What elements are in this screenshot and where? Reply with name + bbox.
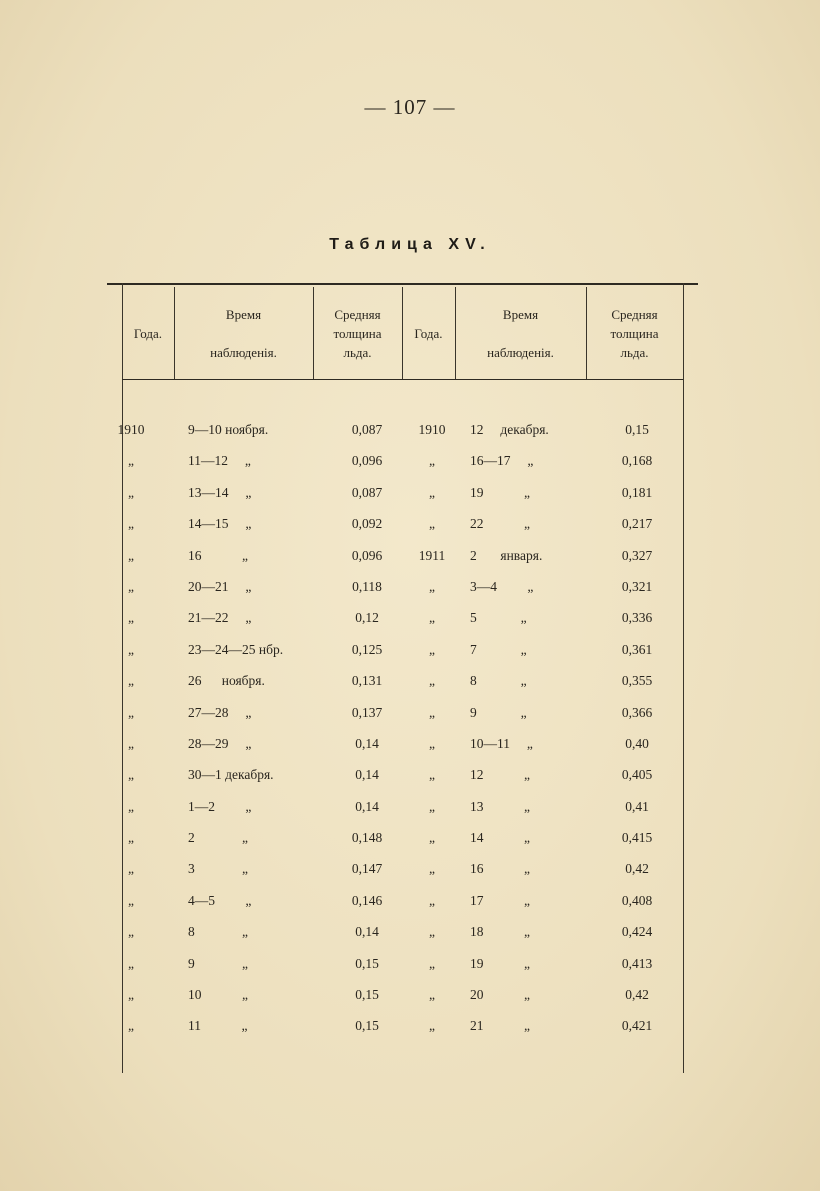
header-time-2: Время наблюденія. (487, 306, 554, 360)
table-row (0, 830, 820, 861)
year-cell: „ (429, 767, 435, 783)
thickness-cell: 0,15 (355, 987, 379, 1003)
time-cell: 27—28 „ (188, 704, 252, 720)
time-cell: 10—11 „ (470, 735, 533, 751)
time-cell: 11—12 „ (188, 453, 251, 469)
table-top-rule (107, 283, 698, 285)
time-cell: 12 „ (470, 767, 530, 783)
year-cell: 1910 (117, 422, 145, 437)
time-cell: 23—24—25 нбр. (188, 641, 284, 657)
time-cell: 2 „ (188, 830, 248, 846)
table-row (0, 1018, 820, 1049)
year-cell: 1910 (418, 422, 446, 437)
table-row (0, 924, 820, 955)
table-row (0, 422, 820, 453)
time-cell: 8 „ (188, 924, 248, 940)
thickness-cell: 0,137 (351, 704, 383, 720)
thickness-cell: 0,421 (621, 1018, 653, 1034)
table-row (0, 799, 820, 830)
time-cell: 9 „ (470, 704, 527, 720)
year-cell: „ (429, 516, 435, 532)
time-cell: 28—29 „ (188, 735, 252, 751)
year-cell: „ (429, 735, 435, 751)
thickness-cell: 0,118 (352, 578, 382, 594)
thickness-cell: 0,40 (625, 735, 649, 751)
time-cell: 30—1 декабря. (188, 767, 274, 783)
thickness-cell: 0,15 (355, 955, 379, 971)
year-cell: „ (128, 798, 134, 814)
year-cell: „ (128, 516, 134, 532)
thickness-cell: 0,096 (351, 453, 383, 469)
thickness-cell: 0,146 (351, 892, 383, 908)
table-row (0, 767, 820, 798)
time-cell: 26 ноября. (188, 673, 265, 689)
table-row (0, 736, 820, 767)
year-cell: „ (128, 830, 134, 846)
year-cell: 1911 (418, 547, 446, 563)
thickness-cell: 0,217 (621, 516, 653, 532)
time-cell: 14—15 „ (188, 516, 252, 532)
time-cell: 9 „ (188, 955, 248, 971)
time-cell: 18 „ (470, 924, 530, 940)
time-cell: 16 „ (470, 861, 530, 877)
year-cell: „ (128, 767, 134, 783)
thickness-cell: 0,168 (621, 453, 653, 469)
thickness-cell: 0,14 (355, 735, 379, 751)
time-cell: 7 „ (470, 641, 527, 657)
year-cell: „ (429, 830, 435, 846)
table-title: Таблица XV. (329, 236, 491, 253)
year-cell: „ (128, 641, 134, 657)
year-cell: „ (429, 453, 435, 469)
year-cell: „ (429, 987, 435, 1003)
thickness-cell: 0,361 (621, 641, 653, 657)
year-cell: „ (429, 955, 435, 971)
time-cell: 4—5 „ (188, 892, 252, 908)
thickness-cell: 0,41 (625, 798, 649, 814)
time-cell: 16 „ (188, 547, 248, 563)
year-cell: „ (128, 484, 134, 500)
table-row (0, 642, 820, 673)
thickness-cell: 0,408 (621, 892, 653, 908)
year-cell: „ (128, 892, 134, 908)
time-cell: 20—21 „ (188, 578, 252, 594)
year-cell: „ (429, 610, 435, 626)
thickness-cell: 0,092 (351, 516, 383, 532)
year-cell: „ (128, 1018, 134, 1034)
thickness-cell: 0,148 (351, 830, 383, 846)
thickness-cell: 0,321 (621, 578, 653, 594)
thickness-cell: 0,181 (621, 484, 653, 500)
year-cell: „ (429, 924, 435, 940)
table-row (0, 485, 820, 516)
header-time-1: Время наблюденія. (210, 306, 277, 360)
header-thickness-2: Средняя толщина льда. (610, 306, 659, 360)
thickness-cell: 0,14 (355, 924, 379, 940)
header-bottom-rule (122, 379, 683, 380)
table-row (0, 861, 820, 892)
thickness-cell: 0,42 (625, 861, 649, 877)
table-row (0, 610, 820, 641)
thickness-cell: 0,14 (355, 767, 379, 783)
thickness-cell: 0,424 (621, 924, 653, 940)
time-cell: 16—17 „ (470, 453, 534, 469)
year-cell: „ (128, 987, 134, 1003)
thickness-cell: 0,125 (351, 641, 383, 657)
thickness-cell: 0,405 (621, 767, 653, 783)
thickness-cell: 0,355 (621, 673, 653, 689)
table-row (0, 705, 820, 736)
year-cell: „ (128, 955, 134, 971)
thickness-cell: 0,12 (355, 610, 379, 626)
year-cell: „ (429, 484, 435, 500)
table-row (0, 453, 820, 484)
thickness-cell: 0,327 (621, 547, 653, 563)
time-cell: 21—22 „ (188, 610, 252, 626)
thickness-cell: 0,415 (621, 830, 653, 846)
thickness-cell: 0,336 (621, 610, 653, 626)
time-cell: 10 „ (188, 987, 248, 1003)
year-cell: „ (429, 861, 435, 877)
time-cell: 12 декабря. (470, 422, 549, 437)
table-row (0, 893, 820, 924)
time-cell: 11 „ (188, 1018, 248, 1034)
header-year-1: Года. (133, 325, 163, 341)
time-cell: 3 „ (188, 861, 248, 877)
table-row (0, 987, 820, 1018)
time-cell: 19 „ (470, 955, 530, 971)
year-cell: „ (128, 453, 134, 469)
header-thickness-1: Средняя толщина льда. (333, 306, 382, 360)
page-number: — 107 — (364, 95, 456, 119)
thickness-cell: 0,096 (351, 547, 383, 563)
year-cell: „ (128, 704, 134, 720)
year-cell: „ (128, 924, 134, 940)
thickness-cell: 0,15 (625, 422, 649, 437)
time-cell: 3—4 „ (470, 578, 534, 594)
year-cell: „ (128, 547, 134, 563)
thickness-cell: 0,087 (351, 422, 383, 437)
time-cell: 8 „ (470, 673, 527, 689)
year-cell: „ (128, 673, 134, 689)
thickness-cell: 0,15 (355, 1018, 379, 1034)
thickness-cell: 0,147 (351, 861, 383, 877)
year-cell: „ (128, 735, 134, 751)
time-cell: 14 „ (470, 830, 530, 846)
time-cell: 13 „ (470, 798, 530, 814)
year-cell: „ (429, 578, 435, 594)
time-cell: 5 „ (470, 610, 527, 626)
year-cell: „ (429, 892, 435, 908)
time-cell: 1—2 „ (188, 798, 252, 814)
table-row (0, 579, 820, 610)
time-cell: 13—14 „ (188, 484, 252, 500)
time-cell: 2 января. (470, 547, 543, 563)
time-cell: 9—10 ноября. (188, 422, 269, 437)
year-cell: „ (429, 798, 435, 814)
time-cell: 21 „ (470, 1018, 530, 1034)
thickness-cell: 0,366 (621, 704, 653, 720)
table-row (0, 516, 820, 547)
thickness-cell: 0,131 (351, 673, 383, 689)
thickness-cell: 0,413 (621, 955, 653, 971)
time-cell: 22 „ (470, 516, 530, 532)
table-row (0, 956, 820, 987)
year-cell: „ (429, 641, 435, 657)
year-cell: „ (429, 673, 435, 689)
year-cell: „ (128, 578, 134, 594)
table-row (0, 548, 820, 579)
table-body (0, 422, 820, 1050)
year-cell: „ (128, 861, 134, 877)
thickness-cell: 0,42 (625, 987, 649, 1003)
year-cell: „ (429, 704, 435, 720)
time-cell: 20 „ (470, 987, 530, 1003)
thickness-cell: 0,087 (351, 484, 383, 500)
year-cell: „ (128, 610, 134, 626)
thickness-cell: 0,14 (355, 798, 379, 814)
year-cell: „ (429, 1018, 435, 1034)
table-row (0, 673, 820, 704)
time-cell: 17 „ (470, 892, 530, 908)
time-cell: 19 „ (470, 484, 530, 500)
header-year-2: Года. (414, 325, 443, 341)
